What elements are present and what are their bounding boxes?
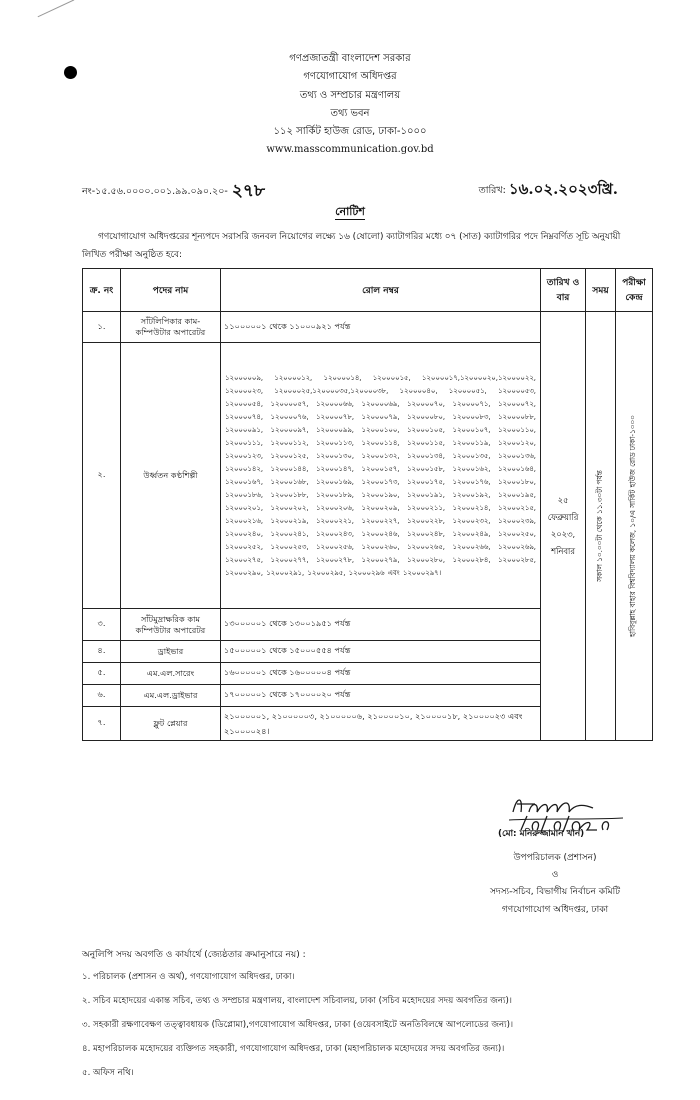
post-cell: ড্রাইভার (121, 641, 221, 663)
post-cell: ফ্লুট প্লেয়ার (121, 707, 221, 741)
serial-cell: ১. (83, 312, 121, 343)
copy-item: ৩. সহকারী রক্ষণাবেক্ষণ তত্ত্বাবধায়ক (ডিপ্লোমা),গণযোগাযোগ অধিদপ্তর, ঢাকা (ওয়েবসাইটে অনতিবিলম্বে আপলোডের জন্য)। (82, 1020, 514, 1030)
header-post: পদের নাম (121, 269, 221, 312)
header-center: পরীক্ষা কেন্দ্র (616, 269, 653, 312)
roll-cell: ১২০০০০০৯, ১২০০০০১২, ১২০০০০১৪, ১২০০০০১৫, ১২০০০০১৭,১২০০০০২০,১২০০০০২২, ১২০০০০২৩, ১২০০০০২৫,১২০০০০৩৫,১২০০০০৩৮, ১২০০০০৪০, ১২০০০০৫১, ১২০০০০৫৩, ১২০০০০৫৪, ১২০০০০৫৭, ১২০০০০৬৬, ১২০০০০৬৯, ১২০০০০৭০, ১২০০০০৭১, ১২০০০০৭২, ১২০০০০৭৪, ১২০০০০৭৬, ১২০০০০৭৮, ১২০০০০৭৯, ১২০০০০৮০, ১২০০০০৮৩, ১২০০০০৮৮, ১২০০০০৯১, ১২০০০০৯৭, ১২০০০০৯৯, ১২০০০১০০, ১২০০০১০৫, ১২০০০১০৭, ১২০০০১১০, ১২০০০১১১, ১২০০০১১২, ১২০০০১১৩, ১২০০০১১৪, ১২০০০১১৫, ১২০০০১১৯, ১২০০০১২০, ১২০০০১২৩, ১২০০০১২৫, ১২০০০১৩০, ১২০০০১৩২, ১২০০০১৩৪, ১২০০০১৩৫, ১২০০০১৩৬, ১২০০০১৪২, ১২০০০১৪৪, ১২০০০১৪৭, ১২০০০১৫৭, ১২০০০১৫৮, ১২০০০১৬২, ১২০০০১৬৪, ১২০০০১৬৭, ১২০০০১৬৮, ১২০০০১৬৯, ১২০০০১৭৩, ১২০০০১৭৫, ১২০০০১৭৬, ১২০০০১৮০, ১২০০০১৮৬, ১২০০০১৮৮, ১২০০০১৮৯, ১২০০০১৯০, ১২০০০১৯১, ১২০০০১৯২, ১২০০০১৯৫, ১২০০০২০১, ১২০০০২০২, ১২০০০২০৬, ১২০০০২০৯, ১২০০০২১১, ১২০০০২১৪, ১২০০০২১৫, ১২০০০২১৬, ১২০০০২১৯, ১২০০০২২১, ১২০০০২২৭, ১২০০০২২৮, ১২০০০২৩২, ১২০০০২৩৯, ১২০০০২৪০, ১২০০০২৪১, ১২০০০২৪৩, ১২০০০২৪৬, ১২০০০২৪৮, ১২০০০২৪৯, ১২০০০২৫০, ১২০০০২৫২, ১২০০০২৫৩, ১২০০০২৫৬, ১২০০০২৬০, ১২০০০২৬৫, ১২০০০২৬৬, ১২০০০২৬৯, ১২০০০২৭৫, ১২০০০২৭৭, ১২০০০২৭৮, ১২০০০২৭৯, ১২০০০২৮০, ১২০০০২৮৪, ১২০০০২৮৫, ১২০০০২৯০, ১২০০০২৯১, ১২০০০২৯৫, ১২০০০২৯৬ এবং ১২০০০২৯৭। (221, 343, 541, 609)
notice-title: নোটিশ (335, 205, 365, 218)
exam-schedule-table (82, 268, 653, 741)
roll-cell: ১৬০০০০০১ থেকে ১৬০০০০০৪ পর্যন্ত (221, 663, 541, 685)
copy-item: ৪. মহাপরিচালক মহোদয়ের ব্যক্তিগত সহকারী, গণযোগাযোগ অধিদপ্তর, ঢাকা (মহাপরিচালক মহোদয়ের সদয় অবগতির জন্য)। (82, 1044, 505, 1054)
post-cell: সাঁটলিপিকার কাম-কম্পিউটার অপারেটর (121, 312, 221, 343)
letterhead (0, 50, 700, 160)
copy-item: ১. পরিচালক (প্রশাসন ও অর্থ), গণযোগাযোগ অধিদপ্তর, ঢাকা। (82, 972, 295, 982)
date-label: তারিখ: (478, 185, 509, 196)
serial-cell: ২. (83, 343, 121, 609)
post-cell: উর্ধ্বতন কণ্ঠশিল্পী (121, 343, 221, 609)
exam-time-cell (586, 312, 616, 741)
memo-number (82, 178, 265, 206)
header-roll: রোল নম্বর (221, 269, 541, 312)
exam-center-cell (616, 312, 653, 741)
letterhead-line: ১১২ সার্কিট হাউজ রোড, ঢাকা-১০০০ (273, 126, 427, 138)
copies-heading: অনুলিপি সদয় অবগতি ও কার্যার্থে (জ্যেষ্ঠতার ক্রমানুসারে নয়) : (82, 950, 306, 960)
exam-date-cell: ২৫ ফেব্রুয়ারি ২০২৩, শনিবার (541, 312, 586, 741)
letterhead-line: তথ্য ও সম্প্রচার মন্ত্রণালয় (299, 89, 401, 101)
serial-cell: ৬. (83, 685, 121, 707)
signatory-title: সদস্য-সচিব, বিভাগীয় নির্বাচন কমিটি (489, 887, 621, 897)
signatory-title: উপপরিচালক (প্রশাসন) (513, 853, 597, 863)
signatory-name: (মো: মনিরুজ্জামান খান) (498, 829, 585, 839)
serial-cell: ৩. (83, 609, 121, 641)
signatory-office: গণযোগাযোগ অধিদপ্তর, ঢাকা (501, 905, 609, 915)
signatory-block (450, 847, 660, 917)
roll-cell: ১৫০০০০০১ থেকে ১৫০০০৫৫৪ পর্যন্ত (221, 641, 541, 663)
notice-date (479, 178, 618, 203)
signatory-conjunction: ও (551, 870, 559, 880)
scan-mark (30, 0, 74, 17)
header-time: সময় (586, 269, 616, 312)
letterhead-line: তথ্য ভবন (330, 107, 370, 119)
date-value: ১৬.০২.২০২৩খ্রি. (508, 180, 618, 198)
roll-cell: ১৩০০০০০১ থেকে ১৩০০১৯৫১ পর্যন্ত (221, 609, 541, 641)
exam-center-text: হাবিবুল্লাহ বাহার বিশ্ববিদ্যালয় কলেজ, ১০/এ সার্কিট হাউজ রোড ঢাকা-১০০০ (628, 415, 637, 637)
letterhead-line: গণপ্রজাতন্ত্রী বাংলাদেশ সরকার (289, 53, 411, 64)
letterhead-line: গণযোগাযোগ অধিদপ্তর (303, 71, 397, 83)
table-header-row (83, 269, 653, 312)
serial-cell: ৫. (83, 663, 121, 685)
post-cell: সাঁটমুদ্রাক্ষরিক কাম কম্পিউটার অপারেটর (121, 609, 221, 641)
serial-cell: ৪. (83, 641, 121, 663)
post-cell: এম.এল.সারেং (121, 663, 221, 685)
website-url: www.masscommunication.gov.bd (266, 144, 434, 156)
copy-item: ২. সচিব মহোদয়ের একান্ত সচিব, তথ্য ও সম্প্রচার মন্ত্রণালয়, বাংলাদেশ সচিবালয়, ঢাকা (সচিব মহোদয়ের সদয় অবগতির জন্য)। (82, 996, 512, 1006)
roll-cell: ১১০০০০০১ থেকে ১১০০০৯২১ পর্যন্ত (221, 312, 541, 343)
table-row (83, 312, 653, 343)
serial-cell: ৭. (83, 707, 121, 741)
copy-distribution (82, 947, 622, 1090)
intro-paragraph: গণযোগাযোগ অধিদপ্তরের শূন্যপদে সরাসরি জনবল নিয়োগের লক্ষ্যে ১৬ (ষোলো) ক্যাটাগরির মধ্যে ০৭ (সাত) ক্যাটাগরির পদে নিম্নবর্ণিত সূচি অনুযায়ী লিখিত পরীক্ষা অনুষ্ঠিত হবে: (82, 232, 621, 260)
header-date: তারিখ ও বার (541, 269, 586, 312)
memo-prefix: নং-১৫.৫৬.০০০০.০০১.৯৯.০৯০.২০- (82, 186, 228, 197)
header-serial: ক্র. নং (83, 269, 121, 312)
roll-cell: ১৭০০০০০১ থেকে ১৭০০০০২০ পর্যন্ত (221, 685, 541, 707)
exam-time-text: সকাল ১০.০০টা থেকে ১১.৩০টা পর্যন্ত (594, 470, 604, 582)
copy-item: ৫. অফিস নথি। (82, 1068, 134, 1078)
roll-cell: ২১০০০০০১, ২১০০০০০৩, ২১০০০০০৬, ২১০০০০১০, ২১০০০০১৮, ২১০০০০২৩ এবং ২১০০০০২৪। (221, 707, 541, 741)
post-cell: এম.এল.ড্রাইভার (121, 685, 221, 707)
memo-handwritten-number: ২৭৮ (231, 181, 265, 201)
